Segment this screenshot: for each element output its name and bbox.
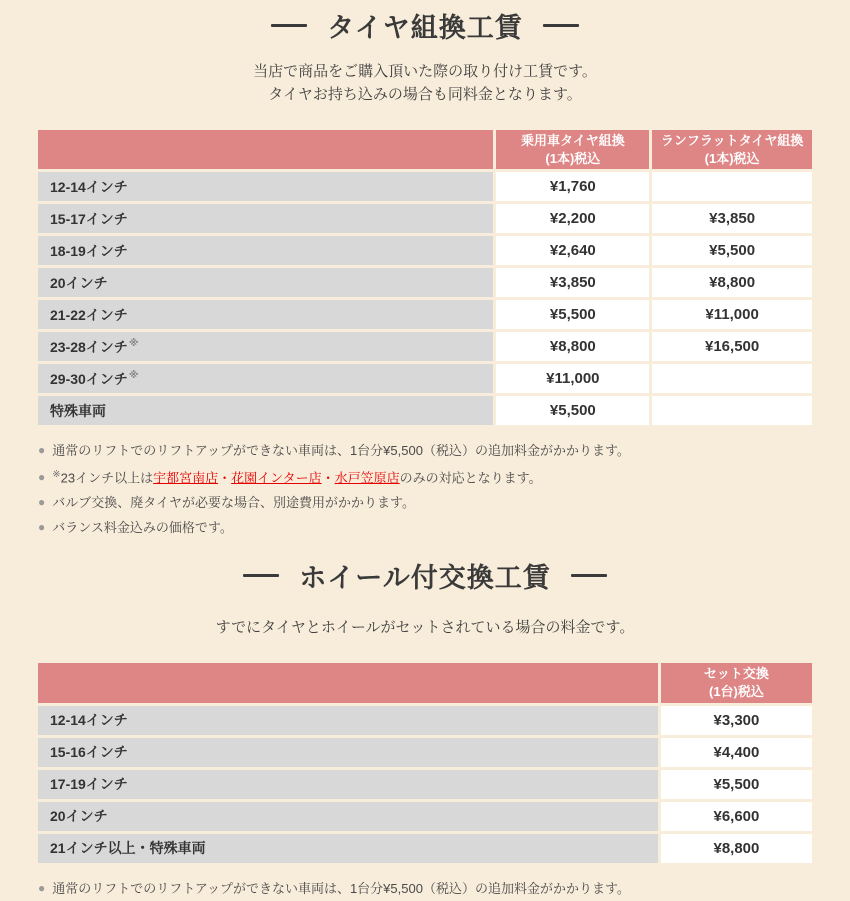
- table-header-row: [38, 663, 812, 702]
- section-wheel-description: [0, 616, 850, 639]
- link-separator: ・: [218, 470, 232, 486]
- header-label: 乗用車タイヤ組換: [520, 133, 625, 148]
- tire-mounting-price-table: [35, 127, 815, 428]
- size-text: 21-22インチ: [50, 306, 128, 323]
- table-row: [38, 706, 812, 735]
- size-label: [38, 204, 493, 233]
- size-label: 15-16インチ: [38, 738, 658, 767]
- section-tire-title: [0, 6, 850, 45]
- description-line: すでにタイヤとホイールがセットされている場合の料金です。: [215, 619, 635, 637]
- price-set: ¥3,300: [661, 706, 812, 735]
- size-label: [38, 332, 493, 361]
- title-dash-right: [571, 574, 607, 577]
- section-title-text: ホイール付交換工賃: [299, 563, 551, 594]
- table-row: [38, 802, 812, 831]
- price-runflat: ¥3,850: [652, 204, 812, 233]
- price-passenger: ¥3,850: [496, 268, 649, 297]
- title-dash-left: [243, 574, 279, 577]
- header-cell-passenger: [496, 130, 649, 169]
- note-text: バルブ交換、廃タイヤが必要な場合、別途費用がかかります。: [52, 495, 415, 511]
- size-text: 12-14インチ: [50, 178, 128, 195]
- price-runflat: [652, 396, 812, 425]
- wheel-table-notes: [38, 876, 850, 901]
- section-wheel-title: [0, 556, 850, 595]
- description-line: 当店で商品をご購入頂いた際の取り付け工賃です。: [253, 63, 597, 80]
- size-label: [38, 364, 493, 393]
- price-passenger: ¥8,800: [496, 332, 649, 361]
- size-label: [38, 300, 493, 329]
- table-row: [38, 834, 812, 863]
- price-passenger: ¥2,640: [496, 236, 649, 265]
- size-label: [38, 172, 493, 201]
- header-cell-set-exchange: [661, 663, 812, 702]
- description-line: タイヤお持ち込みの場合も同料金となります。: [268, 86, 582, 103]
- size-label: 21インチ以上・特殊車両: [38, 834, 658, 863]
- price-runflat: [652, 172, 812, 201]
- note-lift-surcharge: [38, 876, 850, 901]
- store-link-hanazono-inter[interactable]: 花園インター店: [231, 470, 322, 486]
- price-set: ¥6,600: [661, 802, 812, 831]
- size-text: 15-17インチ: [50, 210, 128, 227]
- table-row: [38, 204, 812, 233]
- wheel-set-price-table: [35, 660, 815, 865]
- note-store-availability: [38, 463, 850, 490]
- note-lift-surcharge: [38, 438, 850, 463]
- note-text: 通常のリフトでのリフトアップができない車両は、1台分¥5,500（税込）の追加料金がかかります。: [52, 443, 630, 459]
- title-dash-right: [543, 24, 579, 27]
- header-cell-empty: [38, 130, 493, 169]
- note-text: 23インチ以上は: [60, 470, 154, 486]
- size-label: 20インチ: [38, 802, 658, 831]
- bullet-icon: ●: [38, 495, 46, 510]
- bullet-icon: ●: [38, 470, 46, 485]
- price-passenger: ¥11,000: [496, 364, 649, 393]
- price-set: ¥5,500: [661, 770, 812, 799]
- header-label: セット交換: [703, 666, 769, 682]
- table-row: [38, 172, 812, 201]
- table-row: [38, 396, 812, 425]
- size-label: [38, 396, 493, 425]
- header-sublabel: (1台)税込: [708, 683, 764, 699]
- bullet-icon: ●: [38, 520, 46, 535]
- bullet-icon: ●: [38, 880, 46, 895]
- store-link-mito-kasahara[interactable]: 水戸笠原店: [334, 470, 400, 486]
- tire-table-notes: [38, 438, 850, 540]
- table-row: [38, 268, 812, 297]
- store-link-utsunomiya-minami[interactable]: 宇都宮南店: [153, 470, 219, 486]
- table-row: [38, 332, 812, 361]
- footnote-mark: ※: [128, 369, 139, 381]
- section-wheel-set: [0, 556, 850, 900]
- footnote-mark: ※: [52, 469, 61, 481]
- price-passenger: ¥1,760: [496, 172, 649, 201]
- price-set: ¥4,400: [661, 738, 812, 767]
- price-runflat: ¥5,500: [652, 236, 812, 265]
- table-row: [38, 738, 812, 767]
- size-text: 29-30インチ: [50, 370, 128, 387]
- price-runflat: ¥16,500: [652, 332, 812, 361]
- note-valve-disposal: [38, 490, 850, 515]
- price-set: ¥8,800: [661, 834, 812, 863]
- bullet-icon: ●: [38, 443, 46, 458]
- header-label: ランフラットタイヤ組換: [660, 133, 804, 148]
- note-balance-included: [38, 515, 850, 540]
- note-text: バランス料金込みの価格です。: [52, 520, 233, 536]
- size-text: 20インチ: [50, 274, 108, 291]
- header-sublabel: (1本)税込: [704, 150, 760, 166]
- price-runflat: ¥8,800: [652, 268, 812, 297]
- price-runflat: [652, 364, 812, 393]
- title-dash-left: [271, 24, 307, 27]
- table-row: [38, 770, 812, 799]
- table-row: [38, 364, 812, 393]
- price-passenger: ¥2,200: [496, 204, 649, 233]
- note-text: のみの対応となります。: [399, 470, 542, 486]
- header-cell-runflat: [652, 130, 812, 169]
- link-separator: ・: [321, 470, 335, 486]
- size-label: [38, 268, 493, 297]
- note-text: 通常のリフトでのリフトアップができない車両は、1台分¥5,500（税込）の追加料金がかかります。: [52, 880, 630, 896]
- size-text: 特殊車両: [50, 402, 106, 419]
- size-label: 12-14インチ: [38, 706, 658, 735]
- size-label: 17-19インチ: [38, 770, 658, 799]
- table-row: [38, 300, 812, 329]
- size-label: [38, 236, 493, 265]
- price-passenger: ¥5,500: [496, 300, 649, 329]
- table-header-row: [38, 130, 812, 169]
- size-text: 23-28インチ: [50, 338, 128, 355]
- price-passenger: ¥5,500: [496, 396, 649, 425]
- header-sublabel: (1本)税込: [545, 150, 601, 166]
- table-row: [38, 236, 812, 265]
- section-tire-mounting: [0, 6, 850, 540]
- page-title: タイヤ組換工賃: [327, 13, 523, 43]
- size-text: 18-19インチ: [50, 242, 128, 259]
- footnote-mark: ※: [128, 337, 139, 349]
- price-runflat: ¥11,000: [652, 300, 812, 329]
- header-cell-empty: [38, 663, 658, 702]
- section-tire-description: [0, 60, 850, 106]
